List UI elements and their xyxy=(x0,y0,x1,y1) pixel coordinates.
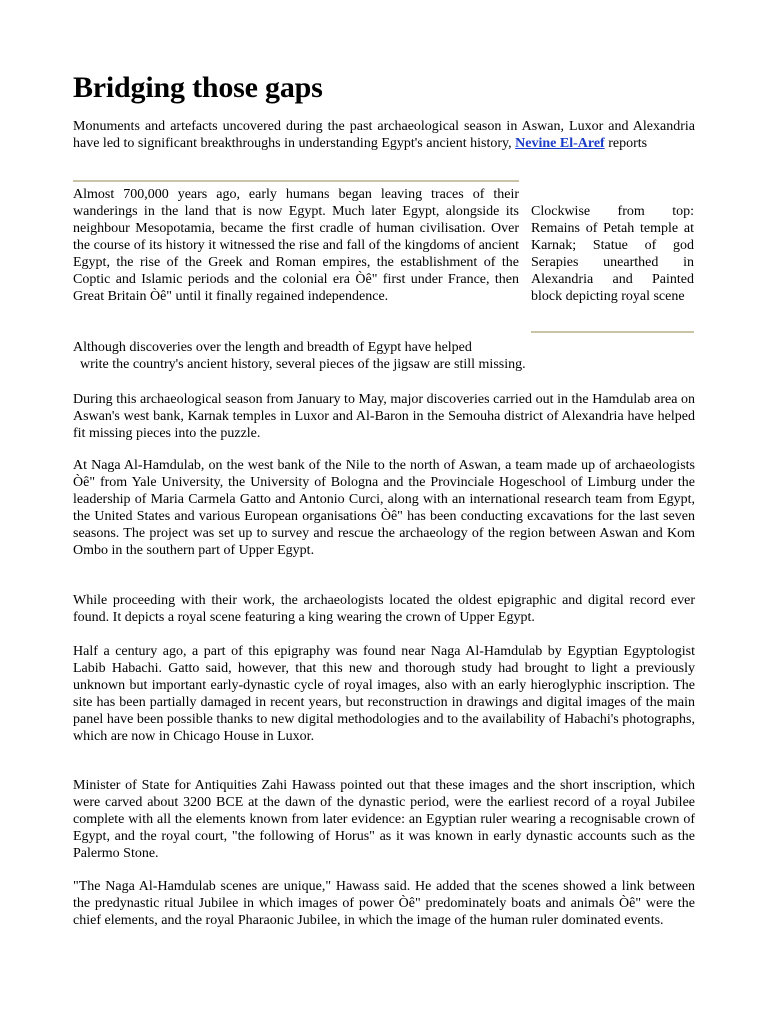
lead-paragraph: Almost 700,000 years ago, early humans began leaving traces of their wanderings in the land that is now Egypt. Much later Egypt, alongside its neighbour Mesopotamia, became the first cradle of human civilisation. Over the course of its history it witnessed the rise and fall of the kingdoms of ancient Egypt, the rise of the Greek and Roman empires, the establishment of the Coptic and Islamic periods and the colonial era Òê" first under France, then Great Britain Òê" until it finally regained independence. xyxy=(73,187,519,304)
image-caption: Clockwise from top: Remains of Petah temple at Karnak; Statue of god Serapies unearthed in Alexandria and Painted block depicting royal scene xyxy=(531,204,694,304)
caption-divider xyxy=(531,331,694,333)
lead-divider xyxy=(73,180,519,182)
paragraph-8: "The Naga Al-Hamdulab scenes are unique," Hawass said. He added that the scenes showed a link between the predynastic ritual Jubilee in which images of power Òê" predominately boats and animals Òê" were the chief elements, and the royal Pharaonic Jubilee, in which the image of the human ruler dominated events. xyxy=(73,879,695,928)
paragraph-2-line-1: Although discoveries over the length and breadth of Egypt have helped xyxy=(73,340,472,355)
paragraph-7: Minister of State for Antiquities Zahi Hawass pointed out that these images and the short inscription, which were carved about 3200 BCE at the dawn of the dynastic period, were the earliest record of a royal Jubilee complete with all the elements known from later evidence: an Egyptian ruler wearing a recognisable crown of Egypt, and the royal court, "the following of Horus" as it was known in early dynastic accounts such as the Palermo Stone. xyxy=(73,778,695,861)
paragraph-5: While proceeding with their work, the archaeologists located the oldest epigraphic and digital record ever found. It depicts a royal scene featuring a king wearing the crown of Upper Egypt. xyxy=(73,593,695,625)
paragraph-4: At Naga Al-Hamdulab, on the west bank of the Nile to the north of Aswan, a team made up of archaeologists Òê" from Yale University, the University of Bologna and the Provinciale Hogeschool of Limburg under the leadership of Maria Carmela Gatto and Antonio Curci, along with an international research team from Egypt, the United States and various European organisations Òê" has been conducting excavations for the last seven seasons. The project was set up to survey and rescue the archaeology of the region between Aswan and Kom Ombo in the southern part of Upper Egypt. xyxy=(73,458,695,558)
author-link[interactable]: Nevine El-Aref xyxy=(515,136,605,151)
intro-suffix: reports xyxy=(604,136,648,151)
paragraph-2-line-2: write the country's ancient history, several pieces of the jigsaw are still missing. xyxy=(80,357,526,372)
intro-text: Monuments and artefacts uncovered during the past archaeological season in Aswan, Luxor and Alexandria have led to significant breakthroughs in understanding Egypt's ancient history, xyxy=(73,119,695,151)
article-title: Bridging those gaps xyxy=(73,71,323,104)
article-intro xyxy=(73,118,695,152)
paragraph-6: Half a century ago, a part of this epigraphy was found near Naga Al-Hamdulab by Egyptian Egyptologist Labib Habachi. Gatto said, however, that this new and thorough study had brought to light a previously unknown but important early-dynastic cycle of royal images, also with an early hieroglyphic inscription. The site has been partially damaged in recent years, but reconstruction in drawings and digital images of the main panel have been possible thanks to new digital methodologies and to the availability of Habachi's photographs, which are now in Chicago House in Luxor. xyxy=(73,644,695,744)
paragraph-3: During this archaeological season from January to May, major discoveries carried out in the Hamdulab area on Aswan's west bank, Karnak temples in Luxor and Al-Baron in the Semouha district of Alexandria have helped fit missing pieces into the puzzle. xyxy=(73,392,695,441)
